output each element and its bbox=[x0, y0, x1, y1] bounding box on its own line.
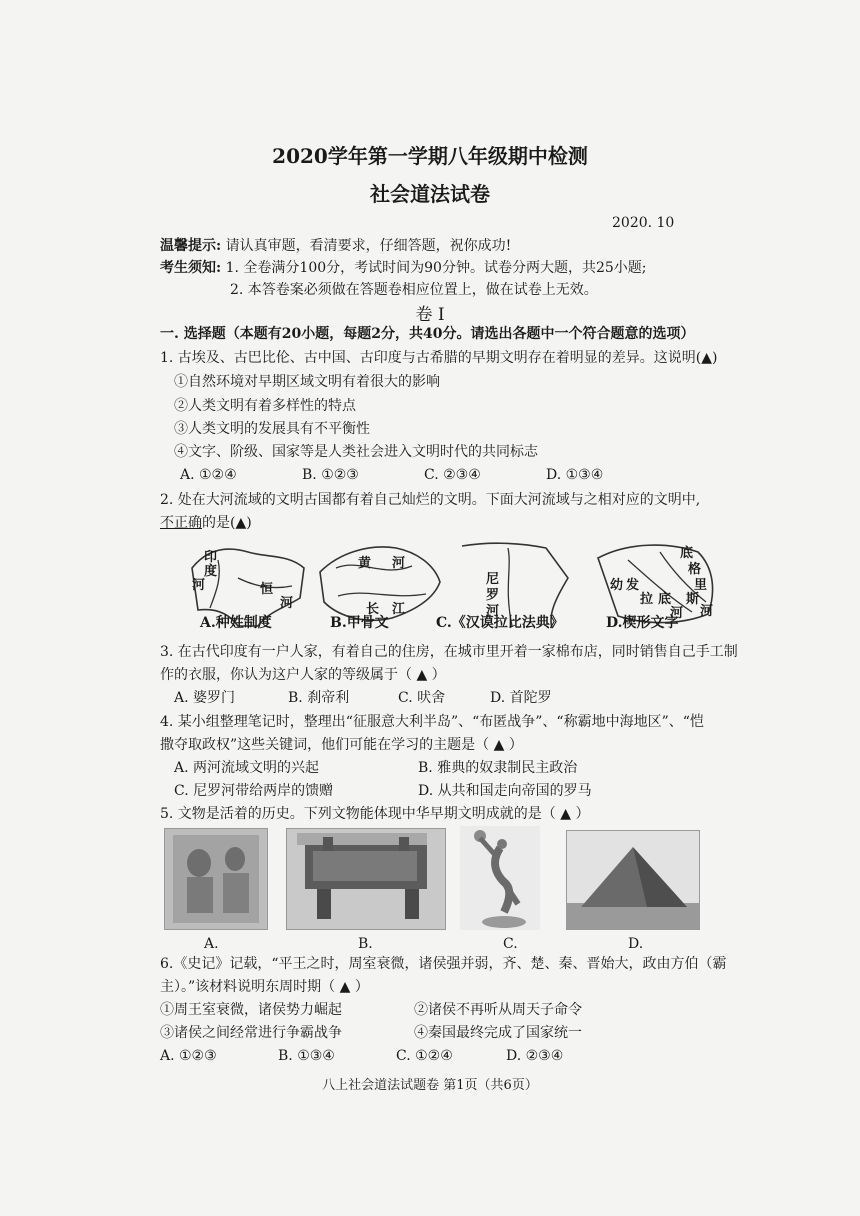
q3-option-b: B. 刹帝利 bbox=[288, 690, 350, 706]
q5-option-b: B. bbox=[358, 936, 373, 952]
map-label: 底 bbox=[680, 546, 694, 561]
q2-option-a: A.种姓制度 bbox=[200, 615, 272, 631]
q2-emphasis: 不正确 bbox=[160, 515, 202, 531]
q2-stem-rest: 的是(▲) bbox=[202, 515, 252, 531]
q6-stem-2: 主）。”该材料说明东周时期（ ▲ ） bbox=[160, 979, 369, 995]
artifact-image-b bbox=[286, 828, 446, 930]
rule-1: 1. 全卷满分100分，考试时间为90分钟。试卷分两大题，共25小题; bbox=[225, 260, 647, 276]
map-label: 底 bbox=[658, 592, 672, 607]
map-label: 里 bbox=[694, 578, 708, 593]
q5-option-d: D. bbox=[628, 936, 644, 952]
map-label: 河 bbox=[392, 556, 406, 571]
q4-option-d: D. 从共和国走向帝国的罗马 bbox=[418, 783, 592, 799]
artifact-image-d bbox=[566, 830, 700, 930]
section-heading: 一. 选择题（本题有20小题，每题2分，共40分。请选出各题中一个符合题意的选项） bbox=[160, 326, 695, 342]
q5-option-a: A. bbox=[204, 936, 219, 952]
q6-statement-2: ②诸侯不再听从周天子命令 bbox=[414, 1002, 582, 1018]
q2-option-c: C.《汉谟拉比法典》 bbox=[436, 615, 564, 631]
q6-option-b: B. ①③④ bbox=[278, 1048, 335, 1064]
exam-title: 2020学年第一学期八年级期中检测 bbox=[272, 144, 588, 168]
q4-stem-1: 4. 某小组整理笔记时，整理出“征服意大利半岛”、“布匿战争”、“称霸地中海地区”、“恺 bbox=[160, 714, 704, 730]
bronze-ding-image bbox=[287, 829, 445, 929]
map-label: 河 bbox=[670, 606, 684, 621]
tip-label: 温馨提示: bbox=[160, 238, 222, 254]
q5-stem: 5. 文物是活着的历史。下列文物能体现中华早期文明成就的是（ ▲ ） bbox=[160, 806, 590, 822]
q6-option-c: C. ①②④ bbox=[396, 1048, 453, 1064]
map-label: 黄 bbox=[358, 556, 372, 571]
map-label: 印 bbox=[204, 550, 218, 565]
map-label: 江 bbox=[392, 602, 406, 617]
pyramid-image bbox=[567, 831, 699, 929]
q6-statement-1: ①周王室衰微，诸侯势力崛起 bbox=[160, 1002, 342, 1018]
map-label: 尼 bbox=[486, 572, 500, 587]
q3-stem-1: 3. 在古代印度有一户人家，有着自己的住房，在城市里开着一家棉布店，同时销售自己手工制 bbox=[160, 644, 738, 660]
q2-option-d: D.楔形文字 bbox=[606, 615, 679, 631]
artifact-image-c bbox=[460, 826, 540, 930]
map-label: 恒 bbox=[260, 582, 274, 597]
q1-option-c: C. ②③④ bbox=[424, 467, 481, 483]
q1-option-a: A. ①②④ bbox=[180, 467, 237, 483]
map-label: 格 bbox=[688, 562, 702, 577]
map-label: 幼 bbox=[610, 578, 624, 593]
map-label: 河 bbox=[486, 604, 500, 619]
q2-stem-1: 2. 处在大河流域的文明古国都有着自己灿烂的文明。下面大河流域与之相对应的文明中, bbox=[160, 492, 701, 508]
map-label: 发 bbox=[626, 578, 640, 593]
q6-option-a: A. ①②③ bbox=[160, 1048, 217, 1064]
q1-option-b: B. ①②③ bbox=[302, 467, 359, 483]
q2-option-b: B.甲骨文 bbox=[330, 615, 389, 631]
artifact-image-a bbox=[164, 828, 268, 930]
map-label: 河 bbox=[280, 596, 294, 611]
map-label: 拉 bbox=[640, 592, 654, 607]
page-footer: 八上社会道法试题卷 第1页（共6页） bbox=[322, 1078, 538, 1093]
q3-option-a: A. 婆罗门 bbox=[174, 690, 236, 706]
q4-option-b: B. 雅典的奴隶制民主政治 bbox=[418, 760, 578, 776]
exam-date: 2020. 10 bbox=[612, 215, 675, 231]
exam-subtitle: 社会道法试卷 bbox=[370, 182, 490, 206]
q1-statement-2: ②人类文明有着多样性的特点 bbox=[174, 398, 356, 414]
map-label: 度 bbox=[204, 564, 218, 579]
q6-stem-1: 6.《史记》记载，“平王之时，周室衰微，诸侯强并弱，齐、楚、秦、晋始大，政由方伯（霸 bbox=[160, 956, 727, 972]
tip-line bbox=[160, 236, 511, 256]
q6-statement-3: ③诸侯之间经常进行争霸战争 bbox=[160, 1025, 342, 1041]
volume-label: 卷 Ⅰ bbox=[415, 305, 445, 325]
rules-label: 考生须知: bbox=[160, 260, 222, 276]
discus-thrower-statue-image bbox=[460, 826, 540, 930]
q3-option-c: C. 吠舍 bbox=[398, 690, 446, 706]
q1-statement-3: ③人类文明的发展具有不平衡性 bbox=[174, 421, 370, 437]
q4-option-c: C. 尼罗河带给两岸的馈赠 bbox=[174, 783, 334, 799]
map-label: 河 bbox=[192, 578, 206, 593]
map-label: 罗 bbox=[486, 588, 500, 603]
rules-line bbox=[160, 258, 647, 278]
q3-stem-2: 作的衣服，你认为这户人家的等级属于（ ▲ ） bbox=[160, 667, 446, 683]
q1-statement-4: ④文字、阶级、国家等是人类社会进入文明时代的共同标志 bbox=[174, 444, 538, 460]
tip-text: 请认真审题，看清要求，仔细答题，祝你成功! bbox=[225, 238, 512, 254]
map-label: 长 bbox=[366, 602, 380, 617]
rule-2: 2. 本答卷案必须做在答题卷相应位置上，做在试卷上无效。 bbox=[230, 282, 598, 298]
q2-stem-2 bbox=[160, 513, 252, 533]
map-label: 斯 bbox=[686, 592, 700, 607]
q6-option-d: D. ②③④ bbox=[506, 1048, 564, 1064]
q1-statement-1: ①自然环境对早期区域文明有着很大的影响 bbox=[174, 374, 440, 390]
q6-statement-4: ④秦国最终完成了国家统一 bbox=[414, 1025, 582, 1041]
q1-stem: 1. 古埃及、古巴比伦、古中国、古印度与古希腊的早期文明存在着明显的差异。这说明(▲) bbox=[160, 350, 718, 366]
q1-option-d: D. ①③④ bbox=[546, 467, 604, 483]
map-label: 河 bbox=[700, 604, 714, 619]
q5-option-c: C. bbox=[503, 936, 518, 952]
q4-stem-2: 撒夺取政权”这些关键词，他们可能在学习的主题是（ ▲ ） bbox=[160, 737, 523, 753]
q4-option-a: A. 两河流域文明的兴起 bbox=[174, 760, 320, 776]
carved-stone-relief-image bbox=[165, 829, 267, 929]
q3-option-d: D. 首陀罗 bbox=[490, 690, 552, 706]
